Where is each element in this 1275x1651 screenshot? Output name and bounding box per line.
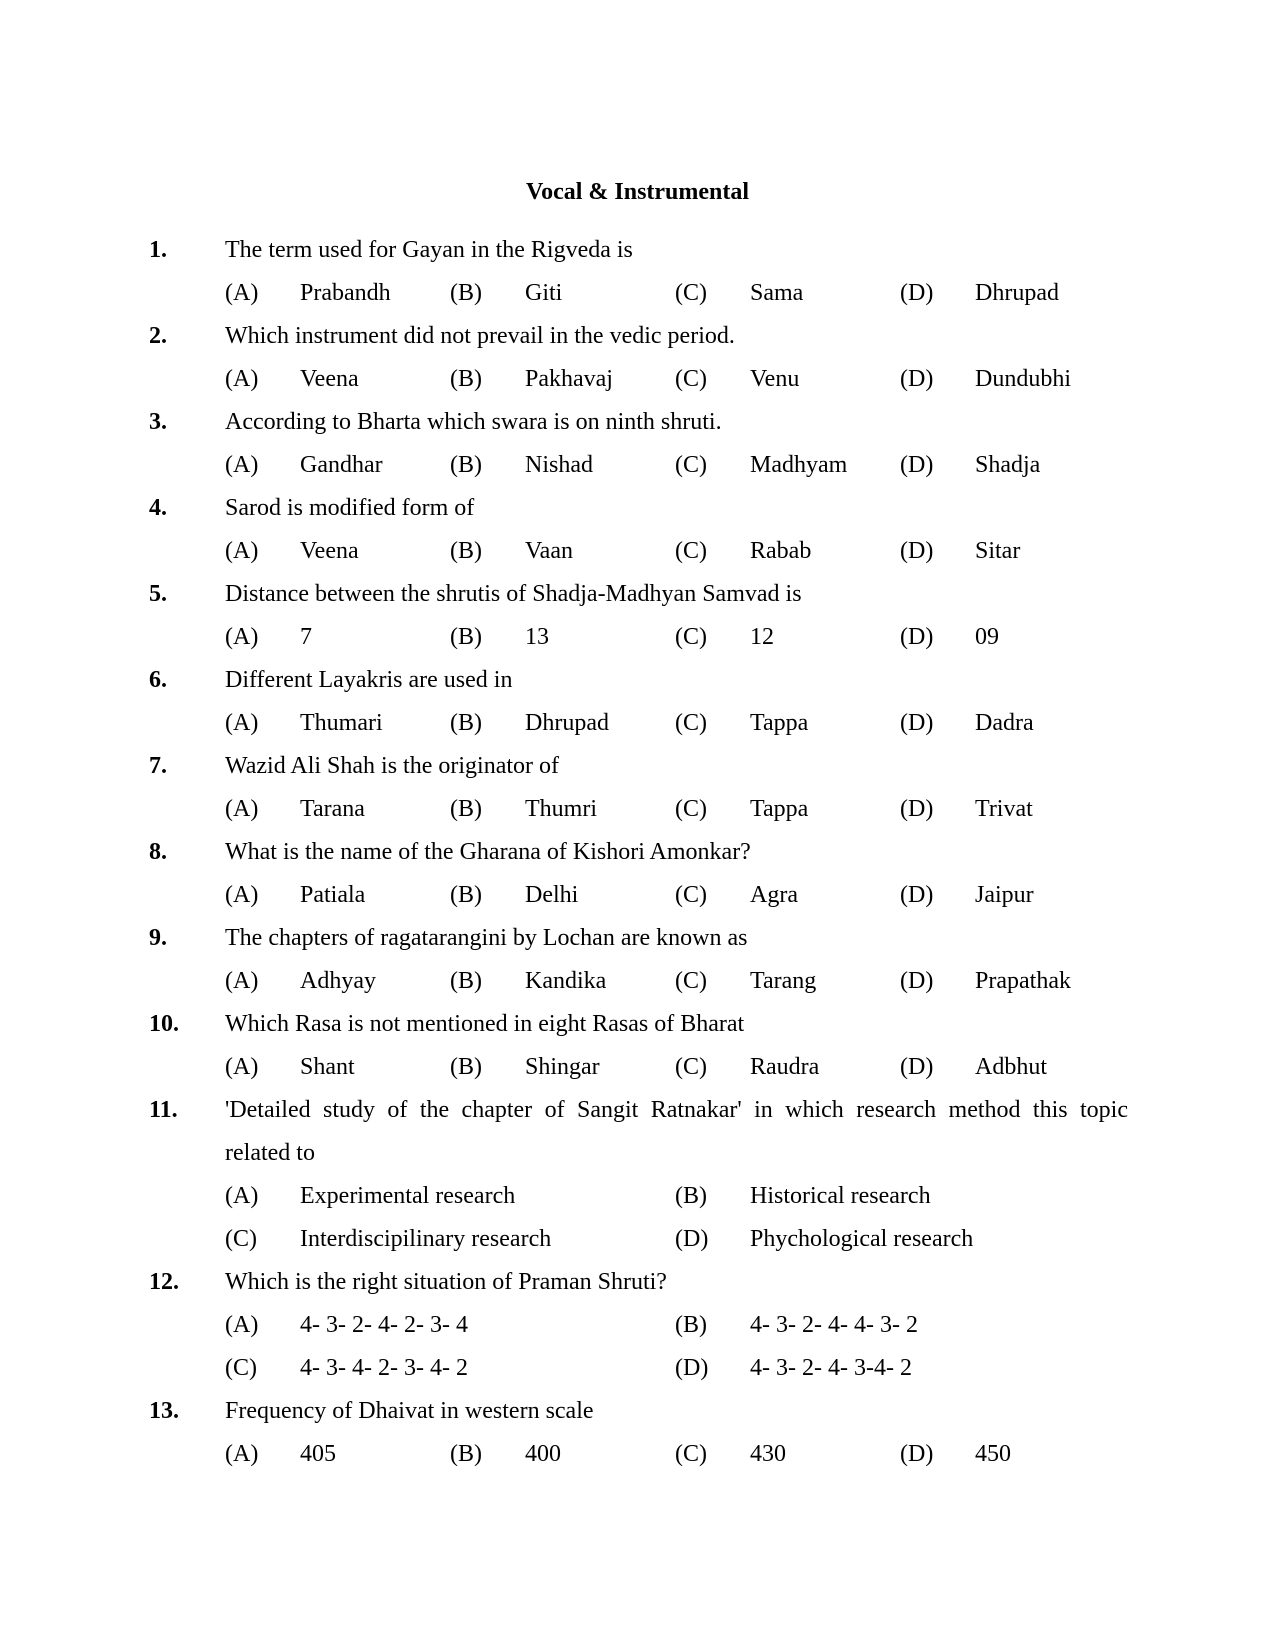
question-text: Wazid Ali Shah is the originator of bbox=[225, 753, 560, 779]
option-c: Raudra bbox=[750, 1054, 820, 1080]
question-11-options-cd bbox=[0, 1219, 1275, 1262]
option-letter-b: (B) bbox=[450, 1054, 482, 1080]
question-list bbox=[0, 230, 1275, 1477]
question-7-options bbox=[0, 789, 1275, 832]
option-c: 12 bbox=[750, 624, 774, 650]
question-13-options bbox=[0, 1434, 1275, 1477]
question-8-options bbox=[0, 875, 1275, 918]
option-c: Sama bbox=[750, 280, 804, 306]
option-b: Shingar bbox=[525, 1054, 600, 1080]
question-text: The term used for Gayan in the Rigveda is bbox=[225, 237, 633, 263]
question-number: 3. bbox=[149, 409, 167, 435]
option-letter-a: (A) bbox=[225, 796, 259, 822]
question-12-options-cd bbox=[0, 1348, 1275, 1391]
option-a: Veena bbox=[300, 538, 359, 564]
option-letter-b: (B) bbox=[450, 538, 482, 564]
option-letter-b: (B) bbox=[450, 280, 482, 306]
question-number: 12. bbox=[149, 1269, 179, 1295]
option-letter-c: (C) bbox=[675, 452, 707, 478]
option-c: Rabab bbox=[750, 538, 812, 564]
option-letter-b: (B) bbox=[675, 1183, 707, 1209]
option-letter-d: (D) bbox=[900, 538, 934, 564]
option-letter-b: (B) bbox=[450, 366, 482, 392]
option-letter-b: (B) bbox=[450, 968, 482, 994]
option-c: Tappa bbox=[750, 796, 809, 822]
question-2 bbox=[0, 316, 1275, 359]
option-b: Nishad bbox=[525, 452, 593, 478]
option-a: Tarana bbox=[300, 796, 365, 822]
option-letter-b: (B) bbox=[675, 1312, 707, 1338]
option-d: Prapathak bbox=[975, 968, 1071, 994]
option-d: Dadra bbox=[975, 710, 1034, 736]
option-b: Vaan bbox=[525, 538, 573, 564]
option-d: 09 bbox=[975, 624, 999, 650]
option-c: Tarang bbox=[750, 968, 817, 994]
option-letter-a: (A) bbox=[225, 710, 259, 736]
option-letter-d: (D) bbox=[900, 280, 934, 306]
option-b: Pakhavaj bbox=[525, 366, 613, 392]
option-letter-a: (A) bbox=[225, 1441, 259, 1467]
question-number: 8. bbox=[149, 839, 167, 865]
question-text: Different Layakris are used in bbox=[225, 667, 513, 693]
question-6-options bbox=[0, 703, 1275, 746]
option-letter-b: (B) bbox=[450, 710, 482, 736]
option-c: Interdiscipilinary research bbox=[300, 1226, 552, 1252]
question-3-options bbox=[0, 445, 1275, 488]
option-b: Thumri bbox=[525, 796, 597, 822]
question-11-options-ab bbox=[0, 1176, 1275, 1219]
option-a: Thumari bbox=[300, 710, 383, 736]
option-letter-b: (B) bbox=[450, 796, 482, 822]
option-a: Veena bbox=[300, 366, 359, 392]
option-letter-a: (A) bbox=[225, 1183, 259, 1209]
question-text: Distance between the shrutis of Shadja-Madhyan Samvad is bbox=[225, 581, 802, 607]
option-c: Venu bbox=[750, 366, 800, 392]
option-letter-b: (B) bbox=[450, 882, 482, 908]
question-text: Which is the right situation of Praman Shruti? bbox=[225, 1269, 667, 1295]
option-c: Agra bbox=[750, 882, 798, 908]
option-letter-d: (D) bbox=[900, 968, 934, 994]
option-letter-d: (D) bbox=[900, 366, 934, 392]
option-a: Gandhar bbox=[300, 452, 383, 478]
question-4-options bbox=[0, 531, 1275, 574]
question-number: 11. bbox=[149, 1097, 178, 1123]
option-d: Dundubhi bbox=[975, 366, 1071, 392]
option-a: Adhyay bbox=[300, 968, 376, 994]
question-number: 10. bbox=[149, 1011, 179, 1037]
option-letter-c: (C) bbox=[675, 366, 707, 392]
option-letter-c: (C) bbox=[225, 1355, 257, 1381]
question-number: 6. bbox=[149, 667, 167, 693]
option-letter-b: (B) bbox=[450, 452, 482, 478]
option-a: 405 bbox=[300, 1441, 336, 1467]
option-letter-c: (C) bbox=[675, 280, 707, 306]
option-letter-a: (A) bbox=[225, 366, 259, 392]
option-letter-c: (C) bbox=[675, 796, 707, 822]
option-b: 400 bbox=[525, 1441, 561, 1467]
option-letter-b: (B) bbox=[450, 624, 482, 650]
question-text: Frequency of Dhaivat in western scale bbox=[225, 1398, 594, 1424]
option-letter-a: (A) bbox=[225, 882, 259, 908]
question-12-options-ab bbox=[0, 1305, 1275, 1348]
question-10-options bbox=[0, 1047, 1275, 1090]
option-c: 4- 3- 4- 2- 3- 4- 2 bbox=[300, 1355, 468, 1381]
page-title: Vocal & Instrumental bbox=[525, 179, 750, 205]
option-d: Sitar bbox=[975, 538, 1021, 564]
option-letter-a: (A) bbox=[225, 1312, 259, 1338]
option-c: Tappa bbox=[750, 710, 809, 736]
option-letter-c: (C) bbox=[225, 1226, 257, 1252]
option-a: 7 bbox=[300, 624, 312, 650]
question-text: Which Rasa is not mentioned in eight Rasas of Bharat bbox=[225, 1011, 745, 1037]
option-letter-d: (D) bbox=[900, 882, 934, 908]
question-number: 9. bbox=[149, 925, 167, 951]
option-letter-d: (D) bbox=[675, 1226, 709, 1252]
option-letter-d: (D) bbox=[900, 452, 934, 478]
option-letter-d: (D) bbox=[900, 796, 934, 822]
option-c: 430 bbox=[750, 1441, 786, 1467]
question-6 bbox=[0, 660, 1275, 703]
option-b: 4- 3- 2- 4- 4- 3- 2 bbox=[750, 1312, 918, 1338]
question-1 bbox=[0, 230, 1275, 273]
option-letter-a: (A) bbox=[225, 538, 259, 564]
option-letter-c: (C) bbox=[675, 538, 707, 564]
option-letter-a: (A) bbox=[225, 624, 259, 650]
option-letter-a: (A) bbox=[225, 280, 259, 306]
option-a: Patiala bbox=[300, 882, 366, 908]
option-letter-c: (C) bbox=[675, 624, 707, 650]
question-5-options bbox=[0, 617, 1275, 660]
question-number: 13. bbox=[149, 1398, 179, 1424]
option-letter-c: (C) bbox=[675, 710, 707, 736]
option-b: Delhi bbox=[525, 882, 579, 908]
option-b: 13 bbox=[525, 624, 549, 650]
option-d: Dhrupad bbox=[975, 280, 1059, 306]
option-d: Trivat bbox=[975, 796, 1033, 822]
option-letter-d: (D) bbox=[900, 1441, 934, 1467]
question-number: 2. bbox=[149, 323, 167, 349]
question-3 bbox=[0, 402, 1275, 445]
option-d: Shadja bbox=[975, 452, 1041, 478]
question-text: 'Detailed study of the chapter of Sangit Ratnakar' in which research method this topic bbox=[225, 1097, 1128, 1123]
question-1-options bbox=[0, 273, 1275, 316]
option-d: 450 bbox=[975, 1441, 1011, 1467]
question-9-options bbox=[0, 961, 1275, 1004]
question-10 bbox=[0, 1004, 1275, 1047]
option-letter-c: (C) bbox=[675, 1441, 707, 1467]
question-12 bbox=[0, 1262, 1275, 1305]
question-text: Sarod is modified form of bbox=[225, 495, 475, 521]
question-number: 7. bbox=[149, 753, 167, 779]
question-9 bbox=[0, 918, 1275, 961]
option-b: Dhrupad bbox=[525, 710, 609, 736]
question-4 bbox=[0, 488, 1275, 531]
option-letter-c: (C) bbox=[675, 882, 707, 908]
option-letter-d: (D) bbox=[900, 1054, 934, 1080]
option-d: 4- 3- 2- 4- 3-4- 2 bbox=[750, 1355, 912, 1381]
question-text: What is the name of the Gharana of Kishori Amonkar? bbox=[225, 839, 751, 865]
option-b: Historical research bbox=[750, 1183, 931, 1209]
option-letter-a: (A) bbox=[225, 452, 259, 478]
option-letter-a: (A) bbox=[225, 968, 259, 994]
option-letter-a: (A) bbox=[225, 1054, 259, 1080]
option-letter-c: (C) bbox=[675, 1054, 707, 1080]
question-7 bbox=[0, 746, 1275, 789]
option-b: Giti bbox=[525, 280, 563, 306]
option-letter-d: (D) bbox=[900, 624, 934, 650]
option-a: 4- 3- 2- 4- 2- 3- 4 bbox=[300, 1312, 468, 1338]
question-8 bbox=[0, 832, 1275, 875]
option-a: Experimental research bbox=[300, 1183, 516, 1209]
option-letter-d: (D) bbox=[900, 710, 934, 736]
question-number: 4. bbox=[149, 495, 167, 521]
option-d: Adbhut bbox=[975, 1054, 1047, 1080]
question-text: According to Bharta which swara is on ninth shruti. bbox=[225, 409, 722, 435]
question-5 bbox=[0, 574, 1275, 617]
question-11-continued bbox=[0, 1133, 1275, 1176]
option-letter-b: (B) bbox=[450, 1441, 482, 1467]
option-letter-c: (C) bbox=[675, 968, 707, 994]
option-b: Kandika bbox=[525, 968, 607, 994]
question-number: 5. bbox=[149, 581, 167, 607]
option-a: Prabandh bbox=[300, 280, 391, 306]
question-13 bbox=[0, 1391, 1275, 1434]
question-text: Which instrument did not prevail in the vedic period. bbox=[225, 323, 735, 349]
option-letter-d: (D) bbox=[675, 1355, 709, 1381]
option-d: Phychological research bbox=[750, 1226, 974, 1252]
option-d: Jaipur bbox=[975, 882, 1034, 908]
question-2-options bbox=[0, 359, 1275, 402]
question-number: 1. bbox=[149, 237, 167, 263]
question-text: The chapters of ragatarangini by Lochan are known as bbox=[225, 925, 748, 951]
option-c: Madhyam bbox=[750, 452, 848, 478]
option-a: Shant bbox=[300, 1054, 355, 1080]
question-text-continued: related to bbox=[225, 1140, 315, 1166]
question-11 bbox=[0, 1090, 1275, 1133]
